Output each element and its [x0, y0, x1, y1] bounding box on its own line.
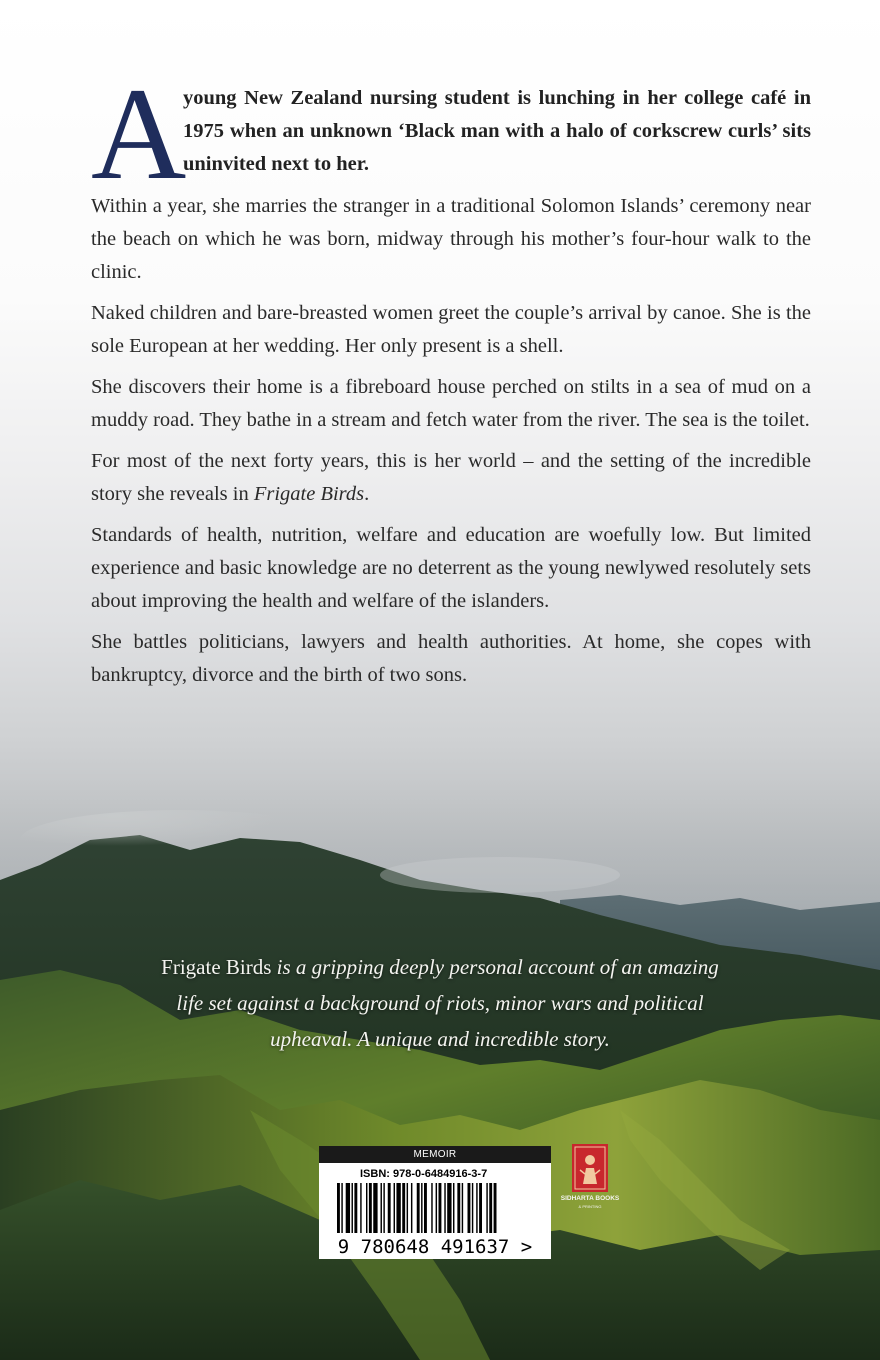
barcode-bar — [431, 1183, 432, 1233]
barcode-bar — [489, 1183, 492, 1233]
barcode-bar — [354, 1183, 357, 1233]
pull-quote — [150, 949, 730, 1057]
barcode-bar — [396, 1183, 400, 1233]
paragraph: She battles politicians, lawyers and health authorities. At home, she copes with bankruptcy, divorce and the birth of two sons. — [91, 631, 811, 686]
isbn-number: ISBN: 978-0-6484916-3-7 — [360, 1168, 488, 1180]
paragraph-text: . — [364, 483, 370, 505]
barcode-bar — [472, 1183, 473, 1233]
drop-cap: A — [91, 60, 187, 207]
barcode-bar — [373, 1183, 377, 1233]
barcode-bar — [479, 1183, 482, 1233]
barcode-bar — [394, 1183, 395, 1233]
paragraph — [91, 445, 811, 511]
barcode-bar — [360, 1183, 361, 1233]
publisher-name: SIDHARTA BOOKS — [560, 1195, 620, 1202]
genre-label: MEMOIR — [319, 1146, 551, 1163]
book-title: Frigate Birds — [253, 483, 365, 505]
barcode-bar — [453, 1183, 454, 1233]
paragraph: Standards of health, nutrition, welfare and education are woefully low. But limited experience and basic knowledge are no deterrent as the young newlywed resolutely sets about improving the health and welfare of the islanders. — [91, 524, 811, 612]
barcode-bar — [424, 1183, 427, 1233]
barcode-bar — [421, 1183, 422, 1233]
barcode-bar — [436, 1183, 437, 1233]
barcode-bar — [369, 1183, 372, 1233]
barcode-bar — [352, 1183, 353, 1233]
paragraph: Naked children and bare-breasted women greet the couple’s arrival by canoe. She is the sole European at her wedding. Her only present is a shell. — [91, 302, 811, 357]
barcode-bar — [337, 1183, 340, 1233]
barcode-bar — [366, 1183, 367, 1233]
quote-text: is a gripping deeply personal account of an amazing life set against a background of riots, minor wars and political upheaval. A unique and incredible story. — [176, 955, 719, 1051]
barcode-graphic — [319, 1183, 551, 1259]
barcode-bar — [444, 1183, 445, 1233]
barcode-bar — [494, 1183, 497, 1233]
barcode-digits: 9 780648 491637 > — [337, 1236, 533, 1258]
barcode-bar — [439, 1183, 442, 1233]
barcode-bar — [346, 1183, 350, 1233]
publisher-logo — [560, 1144, 620, 1218]
barcode-bar — [462, 1183, 463, 1233]
barcode-bar — [457, 1183, 460, 1233]
publisher-tagline: & PRINTING — [578, 1204, 602, 1209]
barcode-bars — [337, 1183, 497, 1233]
paragraph: She discovers their home is a fibreboard house perched on stilts in a sea of mud on a muddy road. They bathe in a stream and fetch water from the river. The sea is the toilet. — [91, 376, 811, 431]
barcode-bar — [447, 1183, 451, 1233]
barcode-bar — [402, 1183, 405, 1233]
lead-text: young New Zealand nursing student is lunching in her college café in 1975 when an unknown ‘Black man with a halo of corkscrew curls’ sits uninvited next to her. — [183, 87, 811, 175]
barcode-bar — [417, 1183, 420, 1233]
barcode-bar — [383, 1183, 384, 1233]
barcode-bar — [486, 1183, 487, 1233]
mountain-landscape-image — [0, 780, 880, 1360]
barcode-bar — [381, 1183, 382, 1233]
barcode-bar — [407, 1183, 408, 1233]
barcode-bar — [388, 1183, 391, 1233]
paragraph: Within a year, she marries the stranger in a traditional Solomon Islands’ ceremony near the beach on which he was born, midway through his mother’s four-hour walk to the clinic. — [91, 195, 811, 283]
barcode-bar — [468, 1183, 471, 1233]
quote-book-title: Frigate Birds — [161, 955, 272, 979]
lead-paragraph — [91, 60, 811, 207]
barcode-bar — [341, 1183, 342, 1233]
paragraph-text: For most of the next forty years, this is her world – and the setting of the incredible story she reveals in — [91, 450, 811, 505]
barcode-bar — [476, 1183, 477, 1233]
blurb-text — [91, 60, 811, 700]
isbn-barcode-box — [319, 1146, 551, 1259]
barcode-bar — [411, 1183, 412, 1233]
